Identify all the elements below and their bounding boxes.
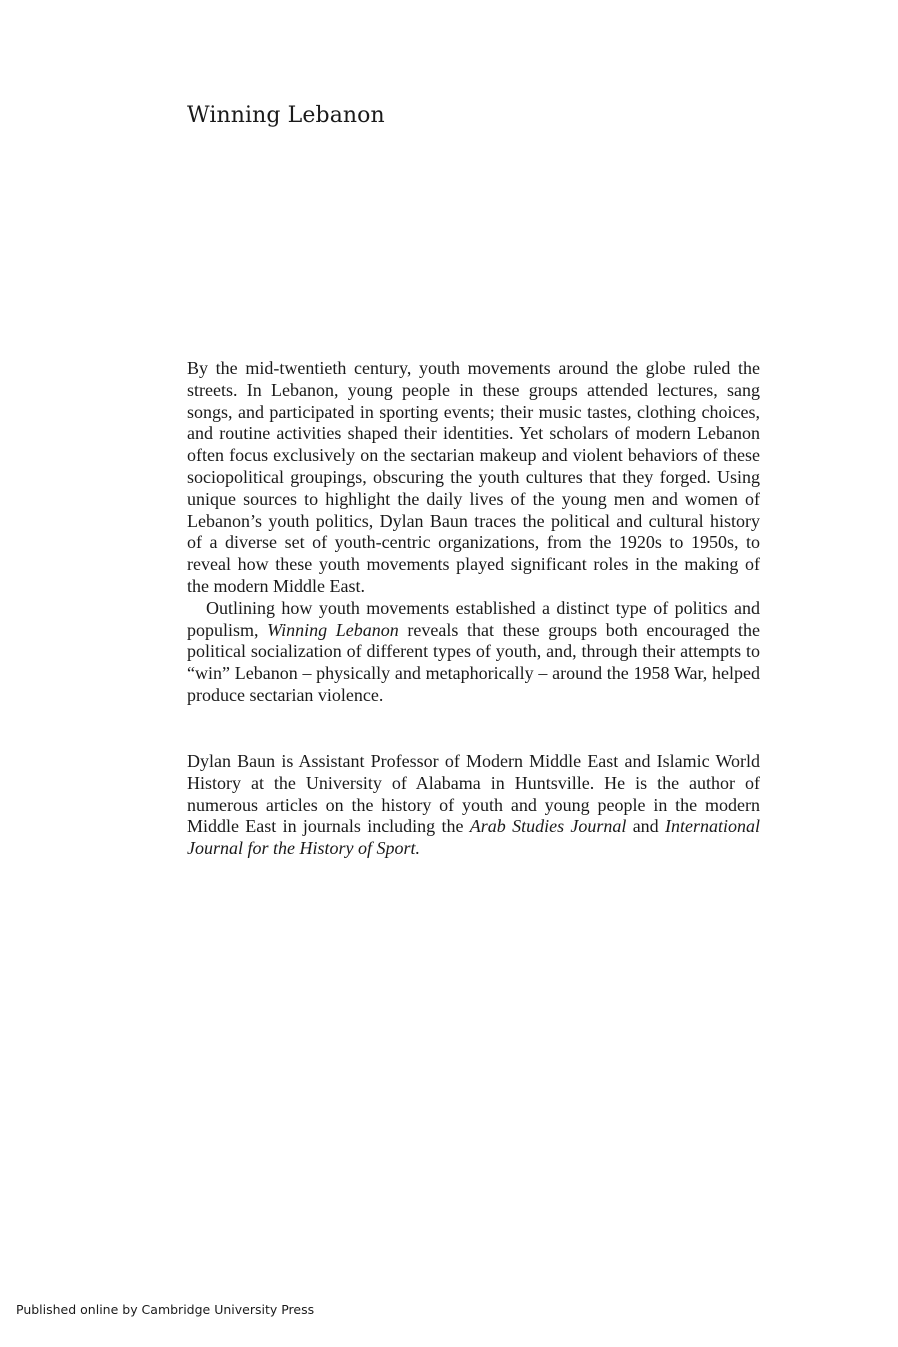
journal-title-2: International Journal for the History of Sport. xyxy=(187,816,760,859)
author-bio xyxy=(187,751,760,860)
book-description xyxy=(187,358,760,707)
description-paragraph-2-rest: reveals that these groups both encouraged the political socialization of different types of youth, and, through their attempts to “win” Lebanon – physically and metaphorically – around the 1958 War, helped produce sectarian violence. xyxy=(187,619,760,705)
description-paragraph-1: By the mid-twentieth century, youth movements around the globe ruled the streets. In Lebanon, young people in these groups attended lectures, sang songs, and participated in sporting events; their music tastes, clothing choices, and routine activities shaped their identities. Yet scholars of modern Lebanon often focus exclusively on the sectarian makeup and violent behaviors of these sociopolitical groupings, obscuring the youth cultures that they forged. Using unique sources to highlight the daily lives of the young men and women of Lebanon’s youth politics, Dylan Baun traces the political and cultural history of a diverse set of youth-centric organizations, from the 1920s to 1950s, to reveal how these youth movements played significant roles in the making of the modern Middle East. xyxy=(187,358,760,596)
page-title: Winning Lebanon xyxy=(187,103,385,128)
author-bio-connector: and xyxy=(626,816,665,837)
book-title-italic: Winning Lebanon xyxy=(267,619,399,640)
journal-title-1: Arab Studies Journal xyxy=(469,816,627,837)
description-paragraph-2 xyxy=(187,598,760,707)
author-bio-paragraph xyxy=(187,751,760,860)
description-paragraph-2-lead: Outlining how youth movements established a distinct type of politics and populism, xyxy=(187,597,760,640)
publisher-footer: Published online by Cambridge University Press xyxy=(16,1302,315,1317)
author-bio-text: Dylan Baun is Assistant Professor of Modern Middle East and Islamic World History at the University of Alabama in Huntsville. He is the author of numerous articles on the history of youth and young people in the modern Middle East in journals including the xyxy=(187,751,760,837)
